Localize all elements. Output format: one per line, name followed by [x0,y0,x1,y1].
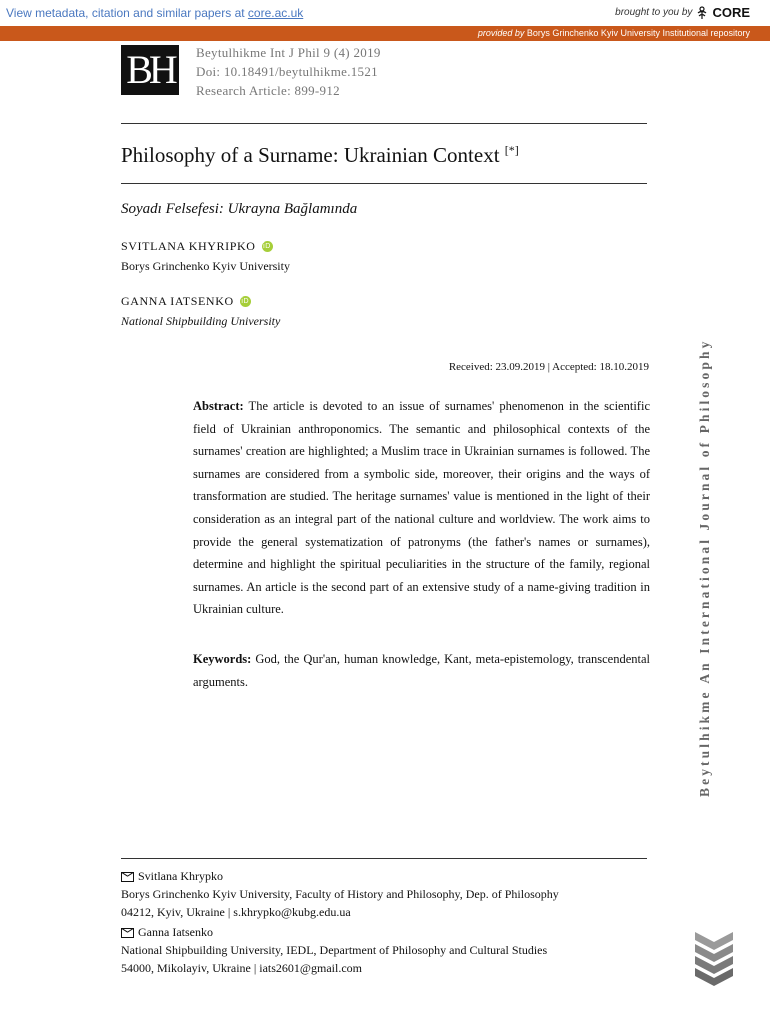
article-title [121,143,519,168]
journal-article-type: Research Article: 899-912 [196,83,340,98]
corr-address: Borys Grinchenko Kyiv University, Faculty of History and Philosophy, Dep. of Philosophy [121,887,559,901]
title-note: [*] [504,143,519,157]
journal-logo: BH [121,45,179,95]
journal-citation: Beytulhikme Int J Phil 9 (4) 2019 [196,45,381,60]
core-brought-by[interactable] [615,5,750,20]
corr-address: National Shipbuilding University, IEDL, Department of Philosophy and Cultural Studies [121,943,548,957]
author-name-text: SVITLANA KHYRIPKO [121,239,256,253]
provider-text[interactable] [478,28,750,38]
envelope-icon [121,928,134,938]
journal-meta [196,43,381,100]
provider-italic: provided by [477,28,525,38]
author-affiliation-2: National Shipbuilding University [121,314,281,328]
side-journal-title: Beytulhikme An International Journal of Philosophy [697,338,712,797]
article-title-text: Philosophy of a Surname: Ukrainian Context [121,143,500,167]
keywords-label: Keywords: [193,652,252,666]
title-rule [121,183,647,184]
corr-contact[interactable]: 54000, Mikolayiv, Ukraine | iats2601@gmail.com [121,961,362,975]
journal-doi: Doi: 10.18491/beytulhikme.1521 [196,64,378,79]
abstract [193,395,650,621]
core-logo-icon [696,6,708,20]
abstract-label: Abstract: [193,399,244,413]
footer-rule [121,858,647,859]
abstract-text: The article is devoted to an issue of surnames' phenomenon in the scientific field of Ukrainian anthroponomics. The semantic and philosophical contexts of the surnames' creation are highlighted; a Muslim trace in Ukrainian surnames is followed. The surnames are considered from a symbolic side, moreover, their origins and the ways of transformation are studied. The heritage surnames' value is mentioned in the light of their consideration as an integral part of the national culture and worldview. The work aims to provide the general systematization of patronyms (the father's names or surnames), determine and highlight the spiritual peculiarities in the structure of the family, regional surnames. An article is the second part of an extensive study of a name-giving tradition in Ukrainian culture. [193,399,650,617]
correspondence-1 [121,867,559,921]
core-metadata-link[interactable] [6,6,303,20]
corr-name: Svitlana Khrypko [138,869,223,883]
core-logo-text: CORE [712,5,750,20]
author-affiliation-1: Borys Grinchenko Kyiv University [121,259,290,273]
top-rule [121,123,647,124]
orcid-icon[interactable]: iD [263,243,271,250]
received-accepted-dates: Received: 23.09.2019 | Accepted: 18.10.2019 [448,361,649,373]
chevron-stack-icon [693,930,735,986]
core-banner [0,0,770,26]
author-name-1 [121,239,273,254]
article-subtitle: Soyadı Felsefesi: Ukrayna Bağlamında [121,201,358,217]
orcid-icon[interactable]: iD [241,298,250,305]
corr-contact[interactable]: 04212, Kyiv, Ukraine | s.khrypko@kubg.edu.ua [121,905,351,919]
provider-bar [0,26,770,41]
provider-name: Borys Grinchenko Kyiv University Institutional repository [524,28,750,38]
corr-name: Ganna Iatsenko [138,925,213,939]
author-name-text: GANNA IATSENKO [121,294,234,308]
core-metadata-text: View metadata, citation and similar papers at [6,6,248,20]
correspondence-2 [121,923,547,977]
keywords [193,648,650,693]
envelope-icon [121,872,134,882]
core-link[interactable]: core.ac.uk [247,6,304,20]
keywords-text: God, the Qur'an, human knowledge, Kant, meta-epistemology, transcendental arguments. [193,652,650,689]
core-brought-text: brought to you by [615,7,693,18]
author-name-2 [121,294,251,309]
